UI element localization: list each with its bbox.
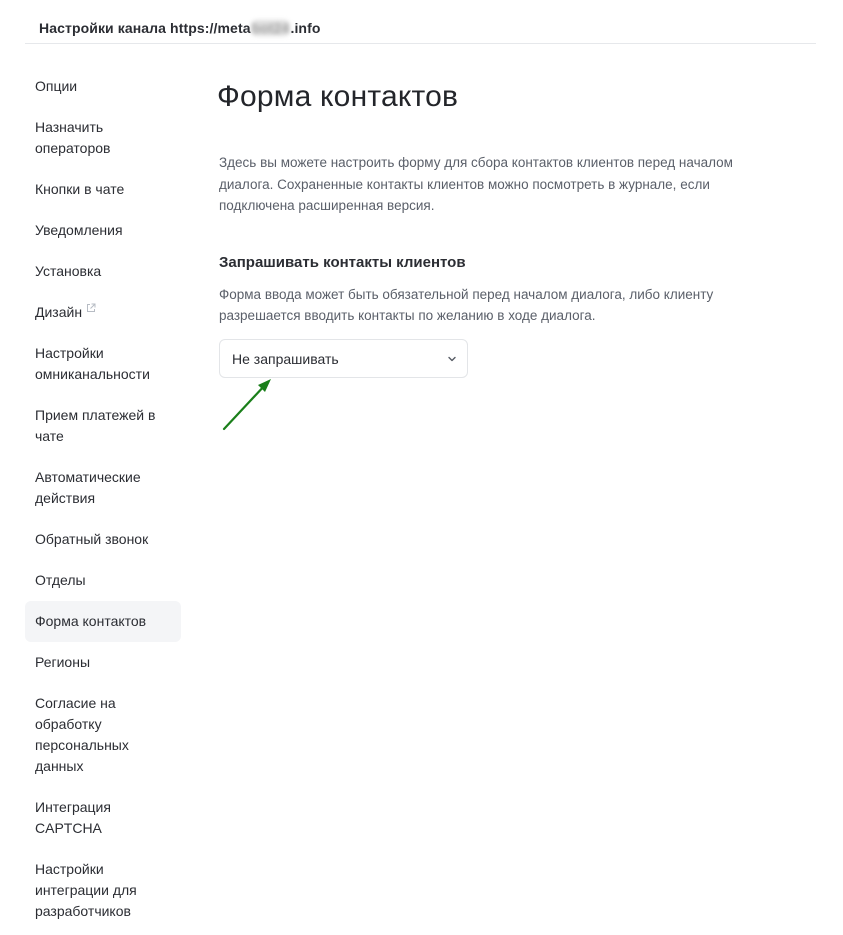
header-title-redacted: bot24 xyxy=(251,20,290,36)
sidebar-item-callback[interactable] xyxy=(25,519,181,560)
sidebar-item-label: Автоматические действия xyxy=(35,469,141,506)
header-title-suffix: .info xyxy=(290,20,321,36)
sidebar-item-installation[interactable] xyxy=(25,251,181,292)
sidebar-item-label: Кнопки в чате xyxy=(35,181,125,197)
request-contacts-select[interactable] xyxy=(219,339,468,378)
sidebar-item-design[interactable] xyxy=(25,292,181,333)
sidebar-item-payments[interactable] xyxy=(25,395,181,457)
sidebar-item-label: Назначить операторов xyxy=(35,119,111,156)
sidebar-item-assign-operators[interactable] xyxy=(25,107,181,169)
sidebar-item-label: Дизайн xyxy=(35,304,83,320)
sidebar-item-chat-buttons[interactable] xyxy=(25,169,181,210)
sidebar-item-label: Установка xyxy=(35,263,102,279)
sidebar-item-label: Уведомления xyxy=(35,222,123,238)
sidebar-item-departments[interactable] xyxy=(25,560,181,601)
sidebar-item-label: Настройки интеграции для разработчиков xyxy=(35,861,137,919)
page-title: Форма контактов xyxy=(217,80,459,113)
select-value: Не запрашивать xyxy=(232,351,339,367)
section-description: Форма ввода может быть обязательной перед началом диалога, либо клиенту разрешается вводить контакты по желанию в ходе диалога. xyxy=(219,287,714,323)
section-title: Запрашивать контакты клиентов xyxy=(219,254,466,271)
sidebar-item-label: Регионы xyxy=(35,654,91,670)
sidebar-item-label: Согласие на обработку персональных данных xyxy=(35,695,129,774)
external-link-icon xyxy=(86,303,96,313)
annotation-arrow-icon xyxy=(218,374,278,434)
sidebar-item-label: Опции xyxy=(35,78,78,94)
sidebar-item-label: Обратный звонок xyxy=(35,531,149,547)
sidebar-item-personal-data-consent[interactable] xyxy=(25,683,181,787)
header xyxy=(25,0,816,44)
intro-text: Здесь вы можете настроить форму для сбора контактов клиентов перед началом диалога. Сохраненные контакты клиентов можно посмотреть в журнале, если подключена расширенная версия. xyxy=(219,155,733,213)
sidebar-item-label: Интеграция CAPTCHA xyxy=(35,799,111,836)
sidebar xyxy=(25,66,181,932)
sidebar-item-developer-integration[interactable] xyxy=(25,849,181,932)
sidebar-item-captcha[interactable] xyxy=(25,787,181,849)
page-header-title xyxy=(39,20,321,36)
sidebar-item-contact-form[interactable] xyxy=(25,601,181,642)
sidebar-item-options[interactable] xyxy=(25,66,181,107)
chevron-down-icon xyxy=(447,354,457,364)
sidebar-item-automatic-actions[interactable] xyxy=(25,457,181,519)
sidebar-item-regions[interactable] xyxy=(25,642,181,683)
header-title-prefix: Настройки канала https://meta xyxy=(39,20,251,36)
sidebar-item-label: Отделы xyxy=(35,572,86,588)
sidebar-item-notifications[interactable] xyxy=(25,210,181,251)
sidebar-item-omnichannel[interactable] xyxy=(25,333,181,395)
sidebar-item-label: Настройки омниканальности xyxy=(35,345,150,382)
sidebar-item-label: Прием платежей в чате xyxy=(35,407,156,444)
sidebar-item-label: Форма контактов xyxy=(35,613,147,629)
